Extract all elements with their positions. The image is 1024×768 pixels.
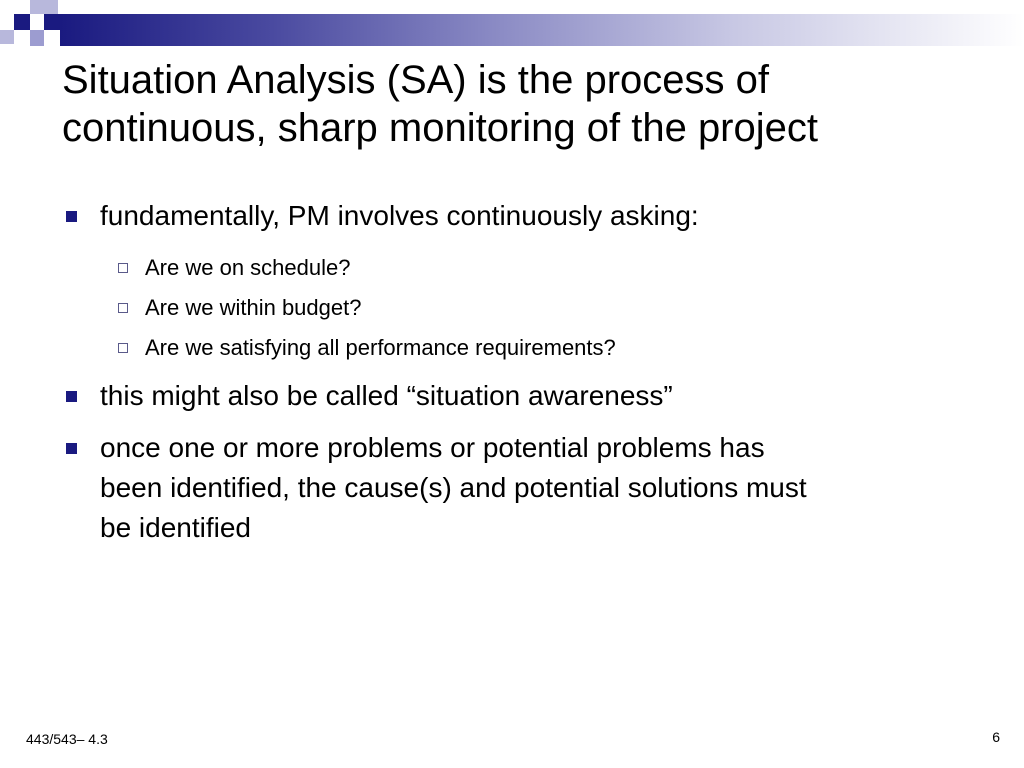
footer-page-number: 6 — [992, 729, 1000, 745]
sub-bullet-text: Are we on schedule? — [145, 255, 351, 280]
square-bullet-icon — [66, 443, 77, 454]
slide-title — [62, 56, 1002, 152]
bullet-text-line: be identified — [100, 512, 252, 543]
hollow-square-bullet-icon — [118, 303, 128, 313]
bullet-item — [62, 196, 982, 236]
bullet-item — [62, 376, 982, 416]
sub-bullet-item — [62, 328, 982, 368]
bullet-text: this might also be called “situation awareness” — [100, 380, 673, 411]
square-bullet-icon — [66, 391, 77, 402]
sub-bullet-text: Are we within budget? — [145, 295, 362, 320]
decor-square — [0, 30, 14, 44]
bullet-text-line: once one or more problems or potential problems has — [100, 432, 765, 463]
slide-content — [62, 196, 982, 560]
hollow-square-bullet-icon — [118, 343, 128, 353]
footer-course-label: 443/543– 4.3 — [26, 731, 108, 747]
decor-square — [44, 14, 60, 30]
decor-square — [30, 0, 44, 14]
sub-bullet-text: Are we satisfying all performance requirements? — [145, 335, 616, 360]
hollow-square-bullet-icon — [118, 263, 128, 273]
sub-bullet-item — [62, 288, 982, 328]
header-decoration — [0, 0, 1024, 50]
decor-square — [14, 14, 30, 30]
slide-title-line: continuous, sharp monitoring of the project — [62, 106, 818, 150]
sub-bullet-item — [62, 248, 982, 288]
decor-square — [44, 0, 58, 14]
slide-title-line: Situation Analysis (SA) is the process of — [62, 58, 769, 102]
bullet-text-line: been identified, the cause(s) and potential solutions must — [100, 472, 807, 503]
bullet-item — [62, 428, 982, 548]
bullet-text: fundamentally, PM involves continuously asking: — [100, 200, 699, 231]
decor-square — [30, 30, 44, 46]
square-bullet-icon — [66, 211, 77, 222]
header-gradient-band — [60, 14, 1024, 46]
sub-bullet-list — [62, 248, 982, 368]
